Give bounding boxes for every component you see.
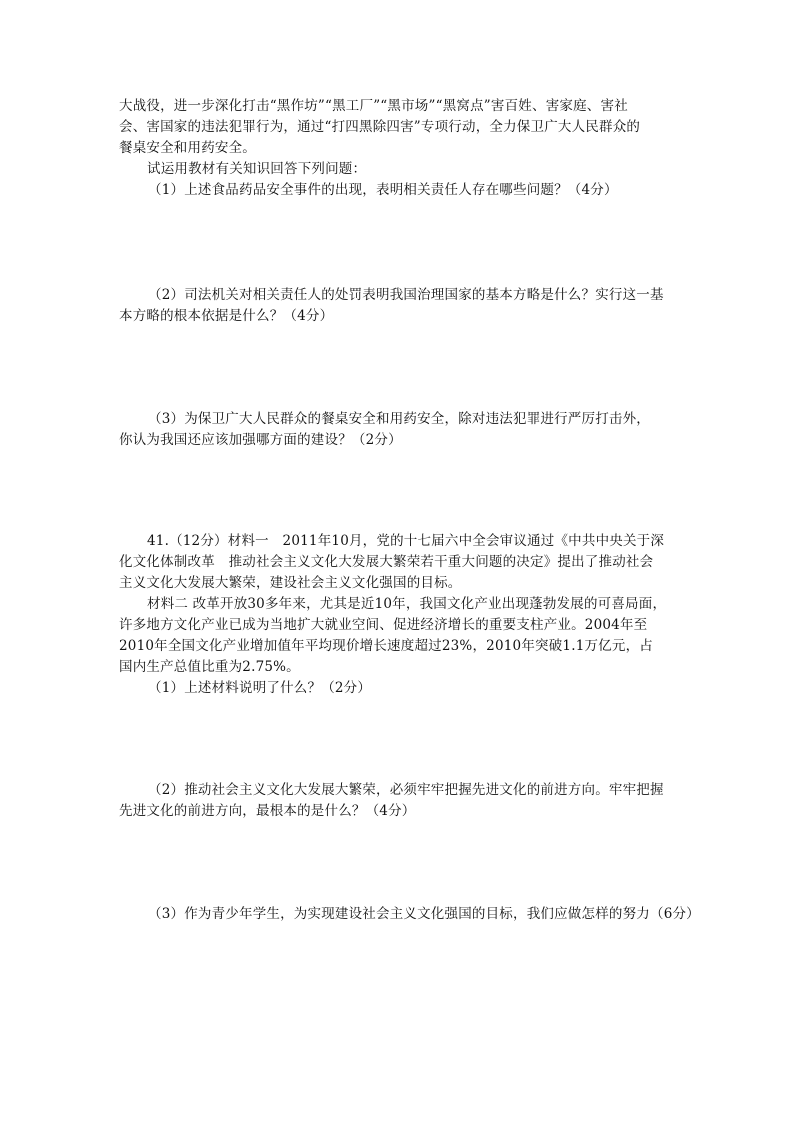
material-2-line-2: 许多地方文化产业已成为当地扩大就业空间、促进经济增长的重要支柱产业。2004年至 (119, 617, 648, 633)
question-41-3: （3）作为青少年学生，为实现建设社会主义文化强国的目标，我们应做怎样的努力（6分） (148, 906, 700, 922)
material-2-line-3: 2010年全国文化产业增加值年平均现价增长速度超过23%，2010年突破1.1万亿元，占 (119, 638, 653, 654)
material-1-line-3: 主义文化大发展大繁荣，建设社会主义文化强国的目标。 (119, 575, 462, 591)
question-3-line-1: （3）为保卫广大人民群众的餐桌安全和用药安全，除对违法犯罪进行严厉打击外， (148, 411, 650, 427)
question-41-2-line-1: （2）推动社会主义文化大发展大繁荣，必须牢牢把握先进文化的前进方向。牢牢把握 (148, 782, 664, 798)
material-1-line-1: 41.（12分）材料一 2011年10月，党的十七届六中全会审议通过《中共中央关于深 (147, 533, 665, 549)
question-3-line-2: 你认为我国还应该加强哪方面的建设？（2分） (119, 432, 402, 448)
material-2-line-1: 材料二 改革开放30多年来，尤其是近10年，我国文化产业出现蓬勃发展的可喜局面， (147, 596, 667, 612)
question-41-1: （1）上述材料说明了什么？（2分） (148, 680, 372, 696)
question-2-line-1: （2）司法机关对相关责任人的处罚表明我国治理国家的基本方略是什么？实行这一基 (148, 287, 664, 303)
question-2-line-2: 本方略的根本依据是什么？（4分） (119, 308, 334, 324)
question-41-2-line-2: 先进文化的前进方向，最根本的是什么？（4分） (119, 803, 416, 819)
material-2-line-4: 国内生产总值比重为2.75%。 (119, 659, 300, 675)
paragraph-line: 餐桌安全和用药安全。 (119, 140, 256, 156)
question-1: （1）上述食品药品安全事件的出现，表明相关责任人存在哪些问题？（4分） (148, 182, 618, 198)
material-1-line-2: 化文化体制改革 推动社会主义文化大发展大繁荣若干重大问题的决定》提出了推动社会 (119, 554, 654, 570)
paragraph-line: 大战役，进一步深化打击“黑作坊”“黑工厂”“黑市场”“黑窝点”害百姓、害家庭、害社 (119, 98, 628, 114)
question-prompt: 试运用教材有关知识回答下列问题： (147, 161, 367, 177)
paragraph-line: 会、害国家的违法犯罪行为，通过“打四黑除四害”专项行动，全力保卫广大人民群众的 (119, 119, 641, 135)
